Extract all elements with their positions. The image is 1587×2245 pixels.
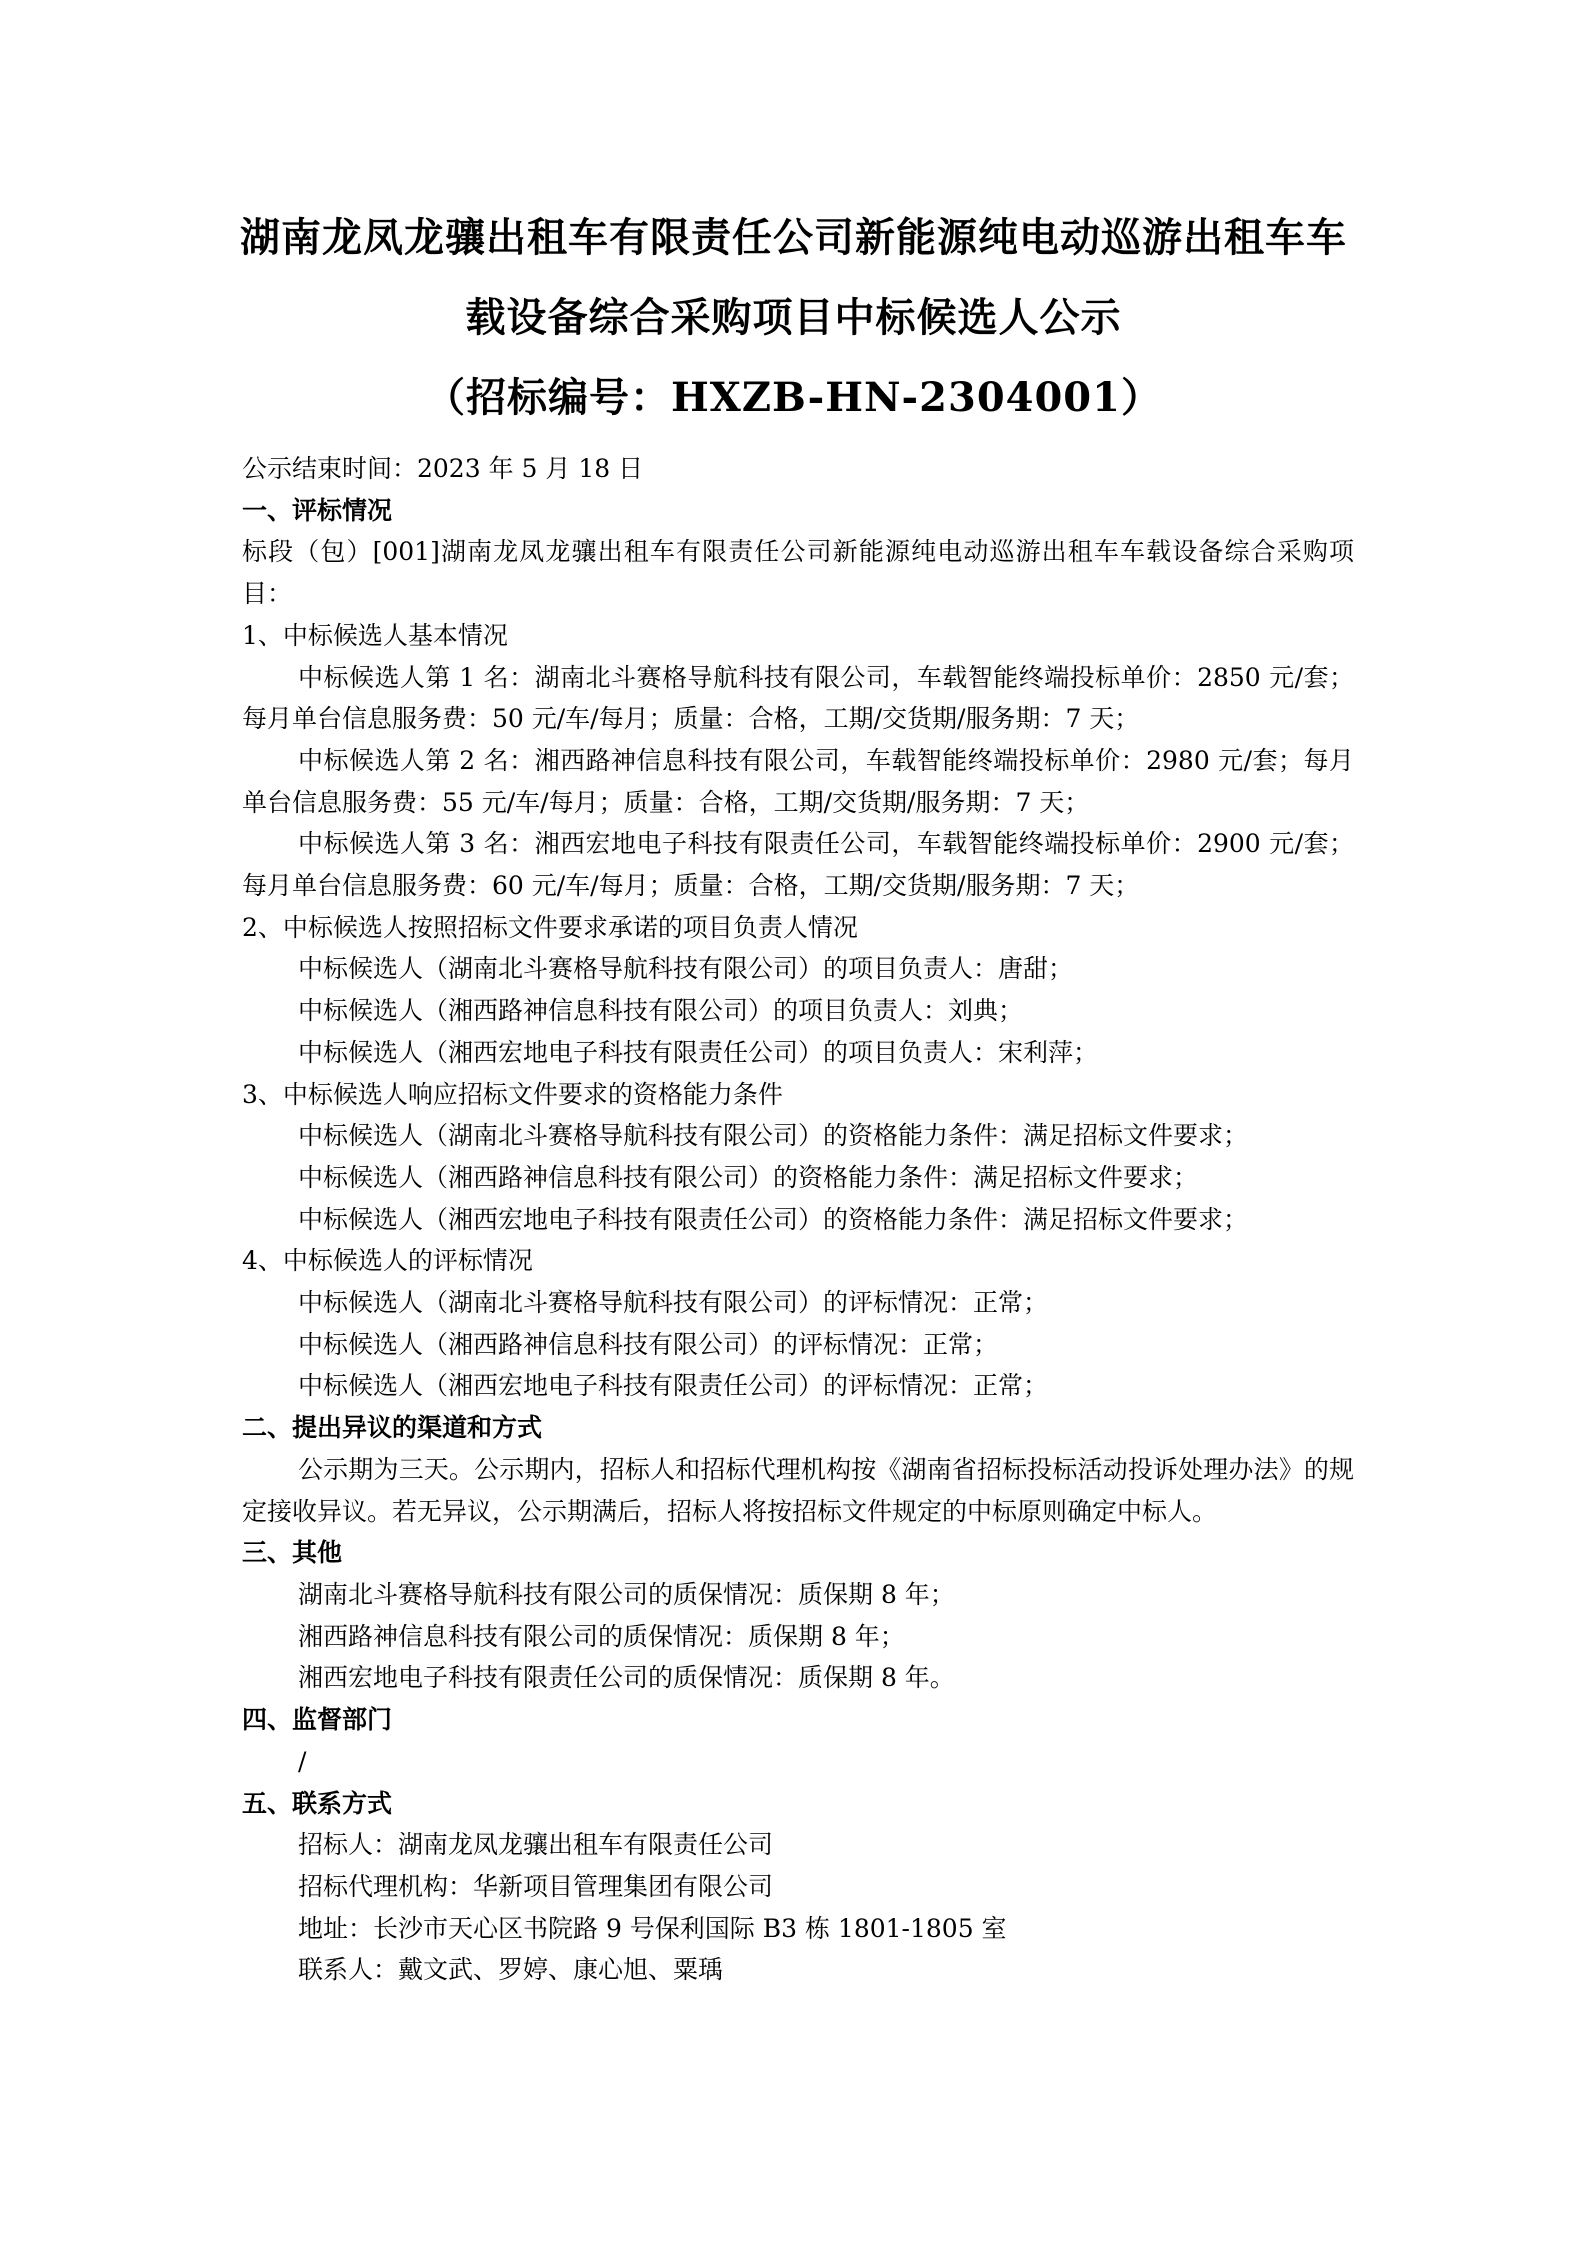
candidate-qualification: 中标候选人（湘西路神信息科技有限公司）的资格能力条件：满足招标文件要求； xyxy=(298,1162,1199,1192)
warranty-info: 湖南北斗赛格导航科技有限公司的质保情况：质保期 8 年； xyxy=(298,1579,955,1609)
candidate-project-leader: 中标候选人（湘西宏地电子科技有限责任公司）的项目负责人：宋利萍； xyxy=(298,1037,1099,1067)
candidate-project-leader: 中标候选人（湘西路神信息科技有限公司）的项目负责人：刘典； xyxy=(298,996,1024,1026)
section-heading-supervision: 四、监督部门 xyxy=(242,1705,393,1735)
section-heading-other: 三、其他 xyxy=(242,1538,343,1568)
objection-text: 公示期为三天。公示期内，招标人和招标代理机构按《湖南省招标投标活动投诉处理办法》的规定接收异议。若无异议，公示期满后，招标人将按招标文件规定的中标原则确定中标人。 xyxy=(242,1454,1354,1526)
section-heading-contact: 五、联系方式 xyxy=(242,1788,393,1818)
contact-tenderer: 招标人：湖南龙凤龙骧出租车有限责任公司 xyxy=(298,1830,774,1860)
section-heading-evaluation: 一、评标情况 xyxy=(242,495,393,525)
candidate-evaluation-status: 中标候选人（湖南北斗赛格导航科技有限公司）的评标情况：正常； xyxy=(298,1288,1049,1318)
contact-persons: 联系人：戴文武、罗婷、康心旭、粟瑀 xyxy=(298,1955,724,1985)
supervision-department: / xyxy=(298,1746,307,1776)
candidate-basic-info: 中标候选人第 1 名：湖南北斗赛格导航科技有限公司，车载智能终端投标单价：2850 元/套；每月单台信息服务费：50 元/车/每月；质量：合格，工期/交货期/服务期：7 天； xyxy=(242,662,1354,734)
candidate-evaluation-status: 中标候选人（湘西路神信息科技有限公司）的评标情况：正常； xyxy=(298,1329,999,1359)
title-line-1: 湖南龙凤龙骧出租车有限责任公司新能源纯电动巡游出租车车 xyxy=(240,214,1347,261)
announcement-end-time: 公示结束时间：2023 年 5 月 18 日 xyxy=(242,454,644,483)
subsection-heading-project-leader: 2、中标候选人按照招标文件要求承诺的项目负责人情况 xyxy=(242,912,858,942)
contact-agency: 招标代理机构：华新项目管理集团有限公司 xyxy=(298,1871,774,1901)
subsection-heading-basic-info: 1、中标候选人基本情况 xyxy=(242,620,508,650)
contact-address: 地址：长沙市天心区书院路 9 号保利国际 B3 栋 1801-1805 室 xyxy=(298,1913,1007,1943)
tender-number: （招标编号：HXZB-HN-2304001） xyxy=(425,374,1162,421)
section-heading-objection: 二、提出异议的渠道和方式 xyxy=(242,1413,543,1443)
candidate-qualification: 中标候选人（湖南北斗赛格导航科技有限公司）的资格能力条件：满足招标文件要求； xyxy=(298,1121,1249,1151)
subsection-heading-evaluation-status: 4、中标候选人的评标情况 xyxy=(242,1246,533,1276)
lot-intro: 标段（包）[001]湖南龙凤龙骧出租车有限责任公司新能源纯电动巡游出租车车载设备综合采购项目： xyxy=(242,537,1354,609)
warranty-info: 湘西宏地电子科技有限责任公司的质保情况：质保期 8 年。 xyxy=(298,1663,955,1693)
document-title xyxy=(0,198,1587,438)
subsection-heading-qualification: 3、中标候选人响应招标文件要求的资格能力条件 xyxy=(242,1079,783,1109)
candidate-evaluation-status: 中标候选人（湘西宏地电子科技有限责任公司）的评标情况：正常； xyxy=(298,1371,1049,1401)
title-line-2: 载设备综合采购项目中标候选人公示 xyxy=(465,294,1122,341)
candidate-basic-info: 中标候选人第 2 名：湘西路神信息科技有限公司，车载智能终端投标单价：2980 元/套；每月单台信息服务费：55 元/车/每月；质量：合格，工期/交货期/服务期：7 天； xyxy=(242,745,1354,817)
candidate-project-leader: 中标候选人（湖南北斗赛格导航科技有限公司）的项目负责人：唐甜； xyxy=(298,954,1074,984)
document-body xyxy=(242,448,1354,1991)
candidate-qualification: 中标候选人（湘西宏地电子科技有限责任公司）的资格能力条件：满足招标文件要求； xyxy=(298,1204,1249,1234)
candidate-basic-info: 中标候选人第 3 名：湘西宏地电子科技有限责任公司，车载智能终端投标单价：2900 元/套；每月单台信息服务费：60 元/车/每月；质量：合格，工期/交货期/服务期：7 天； xyxy=(242,829,1354,901)
warranty-info: 湘西路神信息科技有限公司的质保情况：质保期 8 年； xyxy=(298,1621,905,1651)
